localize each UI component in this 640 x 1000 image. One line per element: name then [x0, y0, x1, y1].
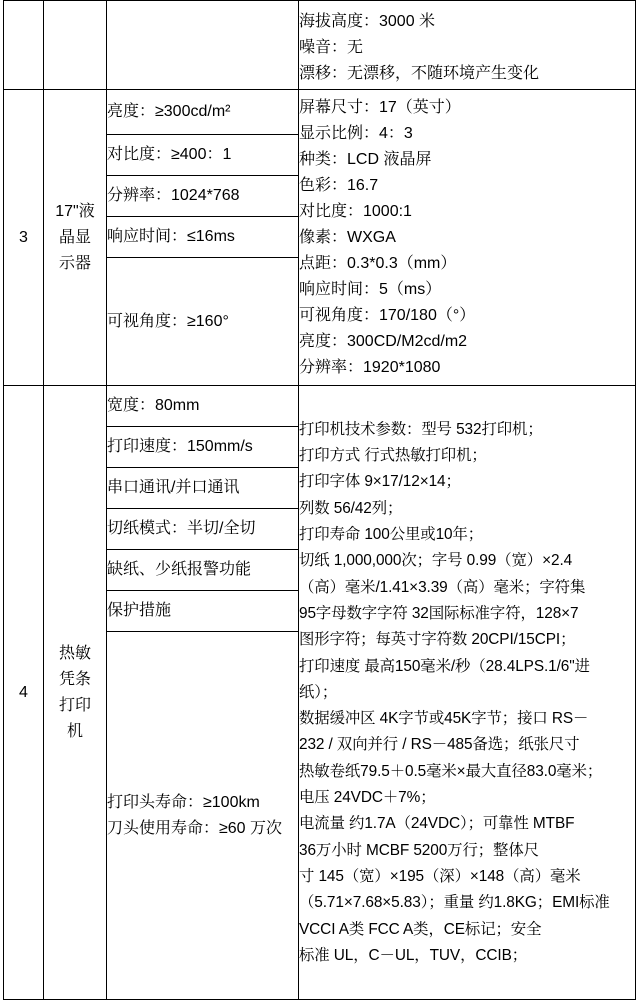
detail-line: 像素：WXGA [299, 229, 396, 246]
detail-line: VCCI A类 FCC A类，CE标记；安全 [299, 920, 542, 938]
detail-line: 列数 56/42列； [299, 499, 403, 517]
detail-line: 漂移：无漂移，不随环境产生变化 [299, 64, 540, 82]
detail-line: 色彩：16.7 [299, 177, 379, 194]
detail-line: 标准 UL，C－UL，TUV，CCIB； [299, 946, 528, 964]
detail-line: 分辨率：1920*1080 [299, 359, 441, 376]
detail-line: 电压 24VDC＋7%； [299, 789, 436, 807]
detail-line: 36万小时 MCBF 5200万行；整体尺 [299, 841, 539, 859]
detail-line: 打印方式 行式热敏打印机； [299, 447, 487, 465]
detail-line: 屏幕尺寸：17（英寸） [299, 99, 461, 116]
requirement-cell: 串口通讯/并口通讯 [107, 468, 299, 509]
item-name-cell [44, 1, 107, 90]
detail-line: 海拔高度：3000 米 [299, 12, 436, 30]
item-name [44, 90, 107, 386]
detail-cell [299, 386, 636, 1000]
spec-table [3, 0, 636, 1000]
detail-line: 响应时间：5（ms） [299, 281, 442, 298]
requirement-cell [107, 1, 299, 90]
detail-cell [299, 90, 636, 386]
detail-line: 切纸 1,000,000次；字号 0.99（宽）×2.4 [299, 552, 573, 570]
detail-line: 显示比例：4：3 [299, 125, 413, 142]
requirement-line: 刀头使用寿命：≥60 万次 [107, 819, 283, 837]
item-name [44, 386, 107, 1000]
requirement-cell: 可视角度：≥160° [107, 258, 299, 386]
item-number: 4 [4, 386, 44, 1000]
detail-line: 打印机技术参数：型号 532打印机； [299, 420, 543, 438]
detail-line: 点距：0.3*0.3（mm） [299, 255, 457, 272]
requirement-cell: 分辨率：1024*768 [107, 176, 299, 217]
detail-line: 232 / 双向并行 / RS－485备选；纸张尺寸 [299, 736, 580, 754]
detail-line: 打印字体 9×17/12×14； [299, 473, 461, 491]
item-name-text: 热敏凭条打印机 [58, 644, 91, 740]
requirement-cell: 亮度：≥300cd/m² [107, 90, 299, 135]
detail-line: 纸）； [299, 683, 338, 701]
detail-line: 电流量 约1.7A（24VDC）；可靠性 MTBF [299, 815, 575, 833]
requirement-cell: 宽度：80mm [107, 386, 299, 427]
detail-line: 打印速度 最高150毫米/秒（28.4LPS.1/6"进 [299, 657, 590, 675]
table-row-item-3 [4, 90, 636, 135]
detail-line: 数据缓冲区 4K字节或45K字节；接口 RS－ [299, 710, 589, 728]
detail-line: 寸 145（宽）×195（深）×148（高）毫米 [299, 867, 581, 885]
table-row-item-4 [4, 386, 636, 427]
requirement-cell: 缺纸、少纸报警功能 [107, 550, 299, 591]
detail-line: （高）毫米/1.41×3.39（高）毫米；字符集 [299, 578, 586, 596]
detail-line: 对比度：1000:1 [299, 203, 412, 220]
requirement-cell [107, 632, 299, 1000]
detail-line: 亮度：300CD/M2cd/m2 [299, 333, 468, 350]
item-number: 3 [4, 90, 44, 386]
item-number-cell [4, 1, 44, 90]
requirement-cell: 切纸模式：半切/全切 [107, 509, 299, 550]
requirement-line: 打印头寿命：≥100km [107, 793, 260, 811]
requirement-cell: 打印速度：150mm/s [107, 427, 299, 468]
detail-line: 可视角度：170/180（°） [299, 307, 476, 324]
detail-line: 热敏卷纸79.5＋0.5毫米×最大直径83.0毫米； [299, 762, 603, 780]
detail-line: 95字母数字字符 32国际标准字符，128×7 [299, 604, 579, 622]
detail-cell [299, 1, 636, 90]
requirement-cell: 保护措施 [107, 591, 299, 632]
item-name-text: 17"液晶显示器 [55, 202, 95, 272]
table-row-continued [4, 1, 636, 90]
detail-line: 打印寿命 100公里或10年； [299, 526, 484, 544]
detail-line: 噪音：无 [299, 38, 364, 56]
detail-line: 图形字符；每英寸字符数 20CPI/15CPI； [299, 631, 576, 649]
requirement-cell: 对比度：≥400：1 [107, 135, 299, 176]
requirement-cell: 响应时间：≤16ms [107, 217, 299, 258]
detail-line: （5.71×7.68×5.83）；重量 约1.8KG；EMI标准 [299, 894, 610, 912]
detail-line: 种类：LCD 液晶屏 [299, 151, 432, 168]
